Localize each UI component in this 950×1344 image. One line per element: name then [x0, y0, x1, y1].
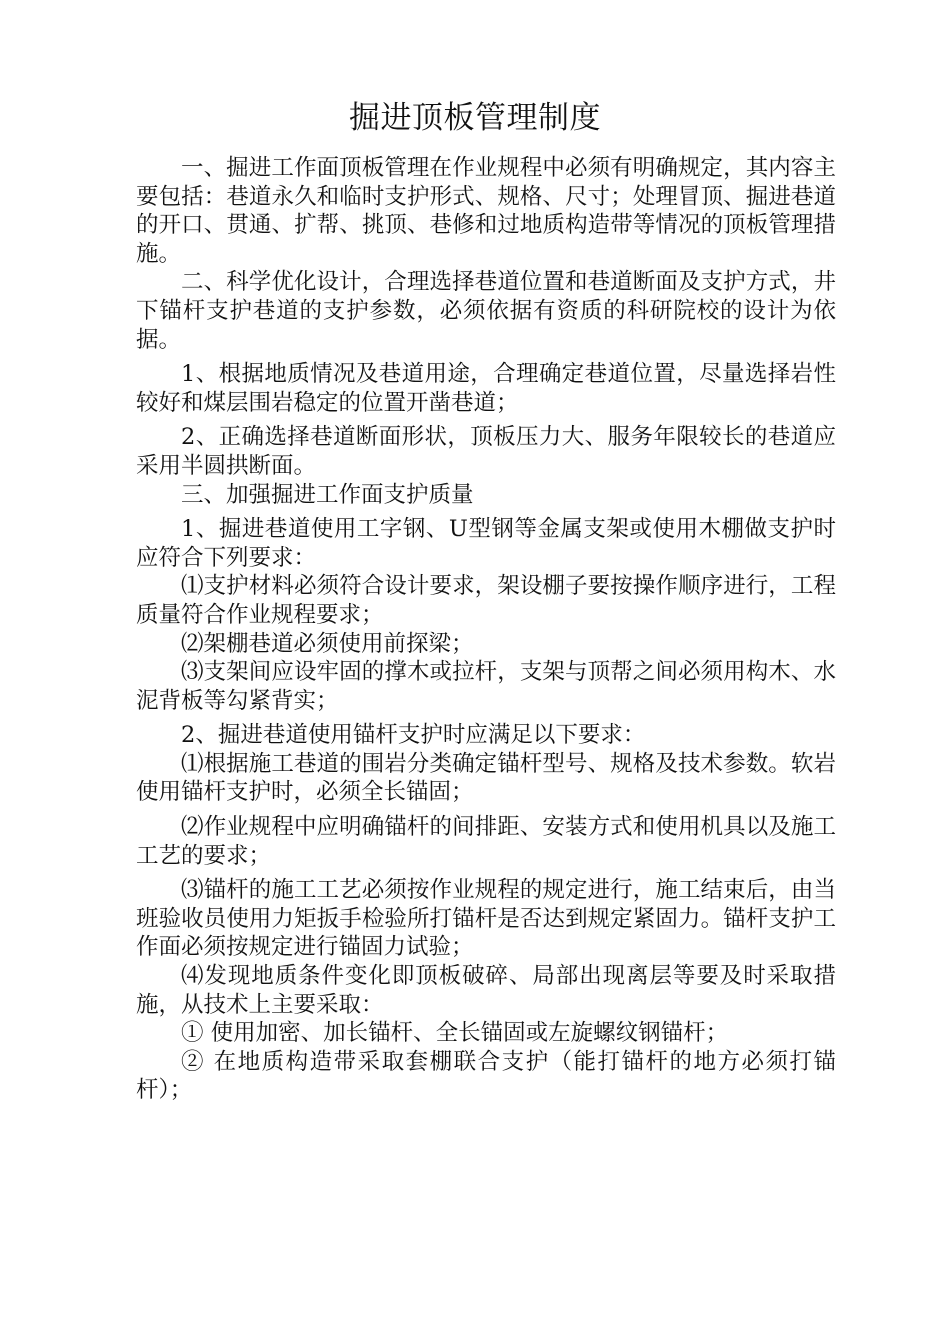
paragraph-tunnel-section: 2、正确选择巷道断面形状，顶板压力大、服务年限较长的巷道应采用半圆拱断面。: [136, 424, 836, 479]
document-title: 掘进顶板管理制度: [349, 100, 601, 136]
list-item-dense-bolts: ① 使用加密、加长锚杆、全长锚固或左旋螺纹钢锚杆；: [181, 1020, 729, 1047]
list-item-forepoling-beam: ⑵架棚巷道必须使用前探梁；: [181, 630, 474, 657]
document-body: [136, 154, 836, 1105]
list-item-bolt-spacing: ⑵作业规程中应明确锚杆的间排距、安装方式和使用机具以及施工工艺的要求；: [136, 814, 836, 869]
list-item-bolt-type: ⑴根据施工巷道的围岩分类确定锚杆型号、规格及技术参数。软岩使用锚杆支护时，必须全长锚固；: [136, 750, 836, 806]
paragraph-steel-support: 1、掘进巷道使用工字钢、U型钢等金属支架或使用木棚做支护时应符合下列要求：: [136, 516, 836, 571]
paragraph-tunnel-location: 1、根据地质情况及巷道用途，合理确定巷道位置，尽量选择岩性较好和煤层围岩稳定的位置开凿巷道；: [136, 361, 836, 416]
list-item-support-material: ⑴支护材料必须符合设计要求，架设棚子要按操作顺序进行，工程质量符合作业规程要求；: [136, 573, 836, 628]
section-heading-support-quality: 三、加强掘进工作面支护质量: [181, 481, 474, 508]
list-item-geology-change: ⑷发现地质条件变化即顶板破碎、局部出现离层等要及时采取措施，从技术上主要采取：: [136, 963, 836, 1018]
list-item-bolt-process: ⑶锚杆的施工工艺必须按作业规程的规定进行，施工结束后，由当班验收员使用力矩扳手检验所打锚杆是否达到规定紧固力。锚杆支护工作面必须按规定进行锚固力试验；: [136, 877, 836, 961]
list-item-brace: ⑶支架间应设牢固的撑木或拉杆，支架与顶帮之间必须用构木、水泥背板等勾紧背实；: [136, 659, 836, 714]
paragraph-optimize-design: 二、科学优化设计，合理选择巷道位置和巷道断面及支护方式，井下锚杆支护巷道的支护参数，必须依据有资质的科研院校的设计为依据。: [136, 269, 836, 353]
paragraph-bolt-support: 2、掘进巷道使用锚杆支护时应满足以下要求：: [181, 722, 646, 749]
paragraph-roof-management-rules: 一、掘进工作面顶板管理在作业规程中必须有明确规定，其内容主要包括：巷道永久和临时支护形式、规格、尺寸；处理冒顶、掘进巷道的开口、贯通、扩帮、挑顶、巷修和过地质构造带等情况的顶板管理措施。: [136, 155, 836, 267]
list-item-combined-support: ② 在地质构造带采取套棚联合支护（能打锚杆的地方必须打锚杆）；: [136, 1048, 836, 1104]
